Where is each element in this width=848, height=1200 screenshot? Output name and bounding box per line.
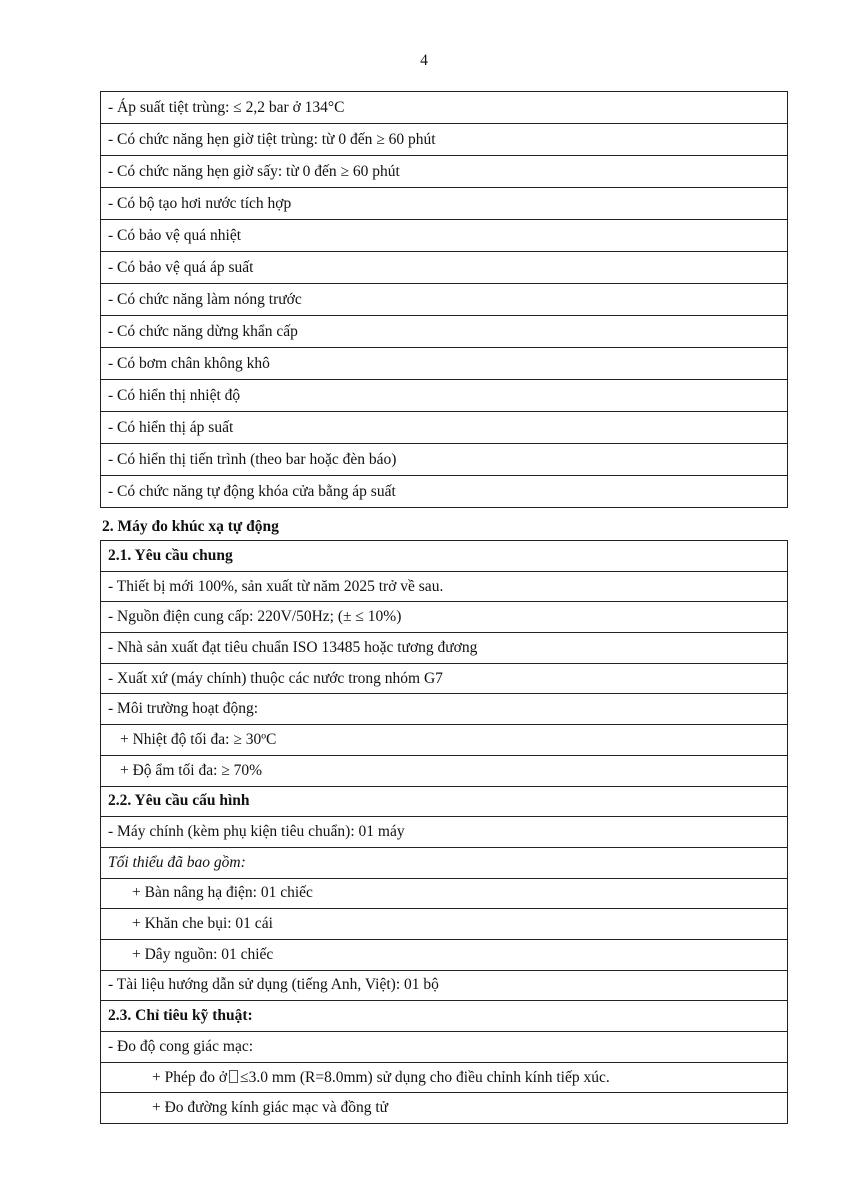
table-cell: - Có hiển thị áp suất [101,412,788,444]
table-row [101,663,788,694]
table-cell: Tối thiểu đã bao gồm: [101,847,788,878]
table-cell: + Độ ẩm tối đa: ≥ 70% [101,755,788,786]
table-row [101,1093,788,1124]
table-row [101,909,788,940]
table-cell: - Có hiển thị nhiệt độ [101,380,788,412]
table-row [101,817,788,848]
section-heading: 2. Máy đo khúc xạ tự động [102,518,279,535]
table-cell: - Có bảo vệ quá nhiệt [101,220,788,252]
table-cell [101,1062,788,1093]
table-cell: - Nguồn điện cung cấp: 220V/50Hz; (± ≤ 10%) [101,602,788,633]
refractometer-spec-table [100,540,788,1124]
table-cell: + Nhiệt độ tối đa: ≥ 30ºC [101,725,788,756]
table-row [101,156,788,188]
table-row [101,252,788,284]
table-row [101,847,788,878]
table-cell: + Khăn che bụi: 01 cái [101,909,788,940]
table-cell: - Có hiển thị tiến trình (theo bar hoặc đèn báo) [101,444,788,476]
table-cell: - Áp suất tiệt trùng: ≤ 2,2 bar ở 134°C [101,92,788,124]
table-cell: - Đo độ cong giác mạc: [101,1032,788,1063]
table-row [101,694,788,725]
table-cell: - Xuất xứ (máy chính) thuộc các nước trong nhóm G7 [101,663,788,694]
table-cell: - Thiết bị mới 100%, sản xuất từ năm 2025 trở về sau. [101,571,788,602]
table-cell: - Có chức năng hẹn giờ sấy: từ 0 đến ≥ 60 phút [101,156,788,188]
table-row [101,541,788,572]
table-row [101,1001,788,1032]
table-cell: - Có chức năng dừng khẩn cấp [101,316,788,348]
table-row [101,380,788,412]
subsection-heading: 2.1. Yêu cầu chung [101,541,788,572]
table-cell: - Có bảo vệ quá áp suất [101,252,788,284]
table-cell: - Có bơm chân không khô [101,348,788,380]
table-row [101,786,788,817]
table-cell: - Tài liệu hướng dẫn sử dụng (tiếng Anh, Việt): 01 bộ [101,970,788,1001]
table-row [101,633,788,664]
table-row [101,220,788,252]
subsection-heading: 2.3. Chỉ tiêu kỹ thuật: [101,1001,788,1032]
table-row [101,970,788,1001]
table-row [101,124,788,156]
table-cell: - Có chức năng tự động khóa cửa bằng áp suất [101,476,788,508]
table-row [101,476,788,508]
autoclave-spec-table [100,91,788,508]
table-row [101,1062,788,1093]
subsection-heading: 2.2. Yêu cầu cấu hình [101,786,788,817]
table-cell: - Nhà sản xuất đạt tiêu chuẩn ISO 13485 hoặc tương đương [101,633,788,664]
measure-prefix: + Phép đo ở [152,1068,228,1086]
table-row [101,284,788,316]
table-row [101,755,788,786]
table-row [101,92,788,124]
table-row [101,939,788,970]
table-cell: - Có chức năng hẹn giờ tiệt trùng: từ 0 đến ≥ 60 phút [101,124,788,156]
table-cell: + Dây nguồn: 01 chiếc [101,939,788,970]
table-cell: - Có chức năng làm nóng trước [101,284,788,316]
table-row [101,602,788,633]
measure-suffix: ≤3.0 mm (R=8.0mm) sử dụng cho điều chỉnh kính tiếp xúc. [240,1068,610,1086]
table-cell: + Bàn nâng hạ điện: 01 chiếc [101,878,788,909]
missing-glyph-icon [229,1070,238,1083]
table-cell: - Máy chính (kèm phụ kiện tiêu chuẩn): 01 máy [101,817,788,848]
table-cell: - Có bộ tạo hơi nước tích hợp [101,188,788,220]
table-cell: - Môi trường hoạt động: [101,694,788,725]
table-row [101,444,788,476]
table-cell: + Đo đường kính giác mạc và đồng tử [101,1093,788,1124]
table-row [101,316,788,348]
table-row [101,412,788,444]
table-row [101,571,788,602]
page-number: 4 [420,52,428,69]
table-row [101,878,788,909]
table-row [101,725,788,756]
table-row [101,1032,788,1063]
table-row [101,188,788,220]
table-row [101,348,788,380]
